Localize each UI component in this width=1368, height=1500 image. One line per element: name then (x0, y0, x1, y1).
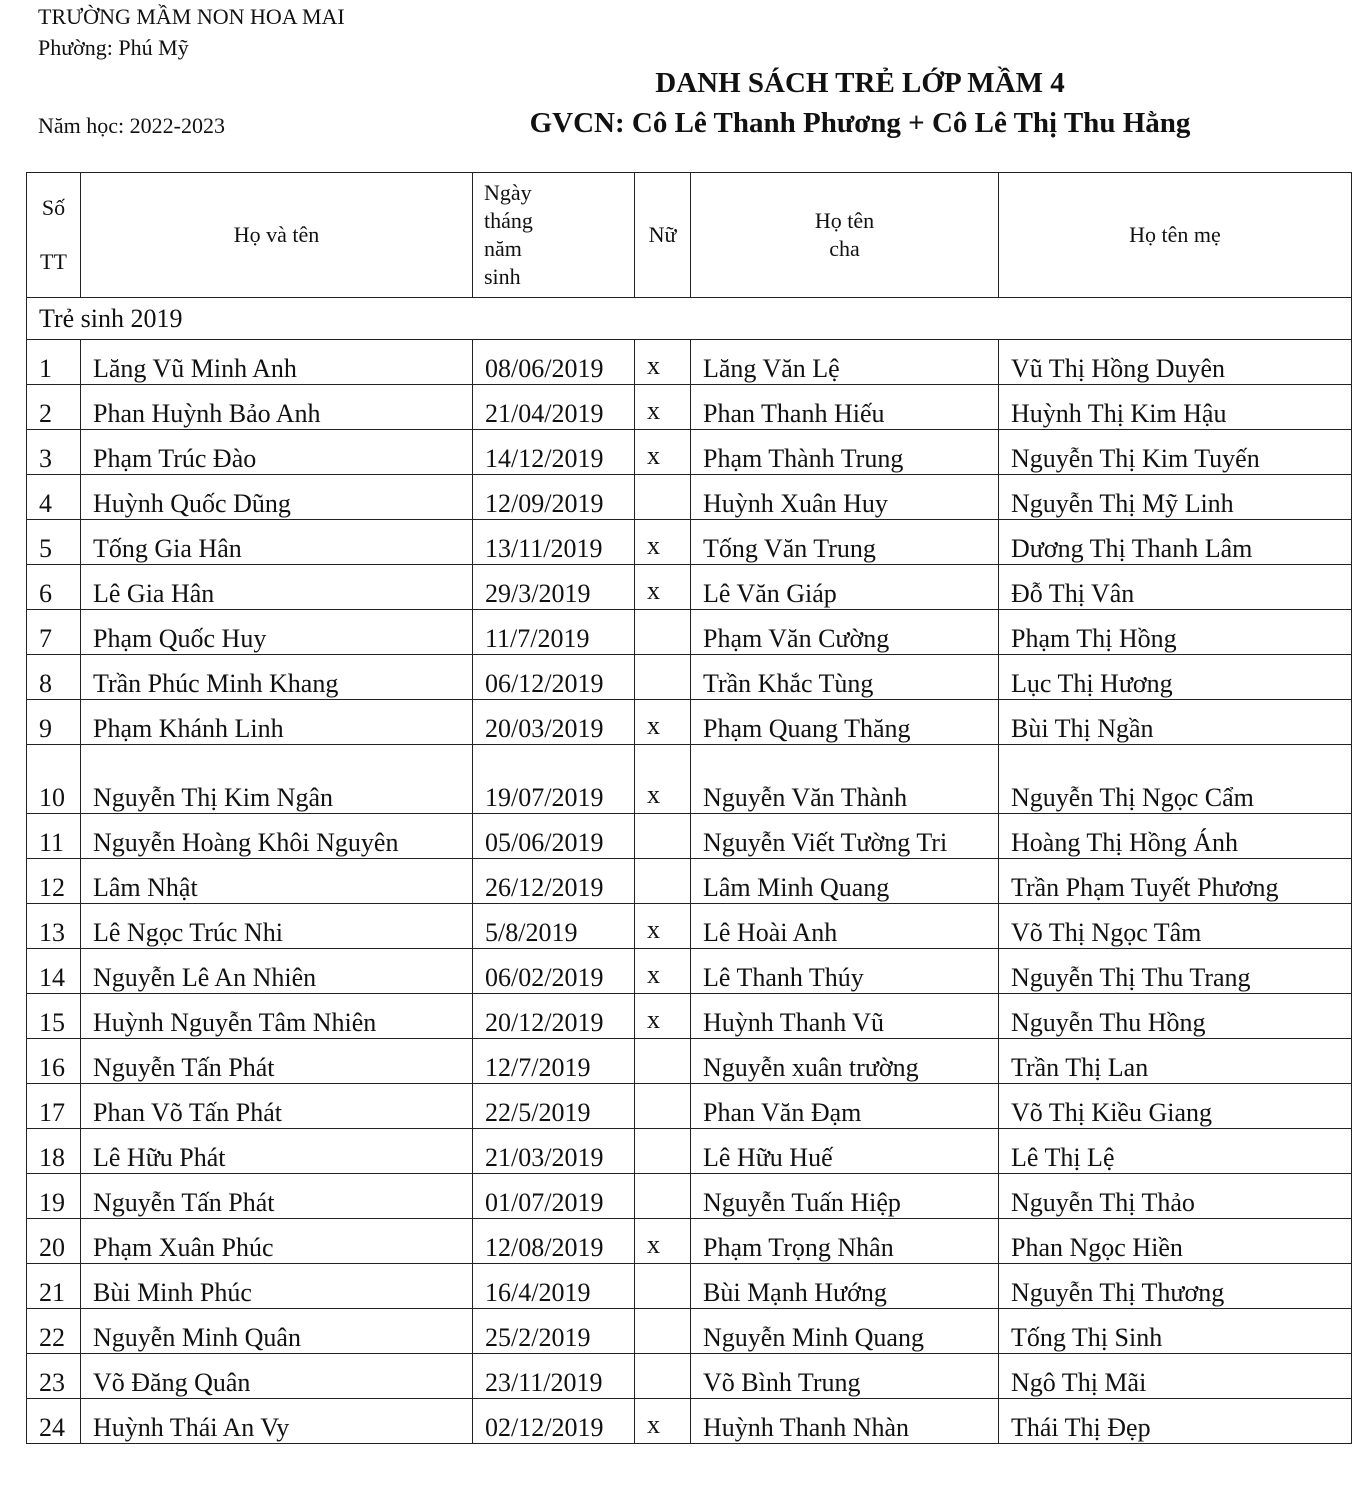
table-row (27, 904, 1352, 949)
cell-mother: Nguyễn Thị Thảo (999, 1174, 1352, 1219)
cell-dob: 5/8/2019 (473, 904, 635, 949)
cell-name: Trần Phúc Minh Khang (81, 655, 473, 700)
table-row (27, 700, 1352, 745)
table-row (27, 1309, 1352, 1354)
cell-stt: 1 (27, 340, 81, 385)
cell-father: Phạm Văn Cường (691, 610, 999, 655)
female-mark: x (647, 396, 660, 425)
cell-dob: 11/7/2019 (473, 610, 635, 655)
cell-name: Huỳnh Nguyễn Tâm Nhiên (81, 994, 473, 1039)
cell-mother: Võ Thị Ngọc Tâm (999, 904, 1352, 949)
cell-name: Nguyễn Minh Quân (81, 1309, 473, 1354)
table-row (27, 814, 1352, 859)
female-mark: x (647, 351, 660, 380)
teachers-line: GVCN: Cô Lê Thanh Phương + Cô Lê Thị Thu Hằng (529, 107, 1191, 139)
section-row (27, 298, 1352, 340)
cell-dob: 20/03/2019 (473, 700, 635, 745)
cell-female (635, 859, 691, 904)
cell-mother: Nguyễn Thị Ngọc Cẩm (999, 745, 1352, 814)
cell-father: Lê Văn Giáp (691, 565, 999, 610)
cell-name: Tống Gia Hân (81, 520, 473, 565)
cell-female (635, 565, 691, 610)
column-header-mother: Họ tên mẹ (999, 173, 1352, 298)
cell-dob: 20/12/2019 (473, 994, 635, 1039)
cell-mother: Trần Thị Lan (999, 1039, 1352, 1084)
cell-father: Phạm Quang Thăng (691, 700, 999, 745)
school-name: TRƯỜNG MẦM NON HOA MAI (38, 4, 345, 29)
column-header-dob-line3: năm (484, 236, 522, 261)
cell-female (635, 1219, 691, 1264)
column-header-stt-line1: Số (41, 195, 66, 220)
female-mark: x (647, 531, 660, 560)
female-mark: x (647, 576, 660, 605)
cell-female (635, 610, 691, 655)
section-label: Trẻ sinh 2019 (27, 298, 1352, 340)
cell-stt: 21 (27, 1264, 81, 1309)
table-row (27, 859, 1352, 904)
cell-mother: Nguyễn Thu Hồng (999, 994, 1352, 1039)
cell-dob: 26/12/2019 (473, 859, 635, 904)
cell-female (635, 520, 691, 565)
cell-name: Lê Hữu Phát (81, 1129, 473, 1174)
cell-female (635, 700, 691, 745)
cell-father: Phạm Thành Trung (691, 430, 999, 475)
cell-stt: 4 (27, 475, 81, 520)
cell-mother: Lục Thị Hương (999, 655, 1352, 700)
cell-mother: Lê Thị Lệ (999, 1129, 1352, 1174)
female-mark: x (647, 711, 660, 740)
cell-father: Nguyễn xuân trường (691, 1039, 999, 1084)
cell-female (635, 475, 691, 520)
cell-dob: 23/11/2019 (473, 1354, 635, 1399)
cell-father: Phạm Trọng Nhân (691, 1219, 999, 1264)
cell-father: Phan Thanh Hiếu (691, 385, 999, 430)
cell-stt: 11 (27, 814, 81, 859)
table-row (27, 994, 1352, 1039)
cell-name: Bùi Minh Phúc (81, 1264, 473, 1309)
column-header-father-line1: Họ tên (814, 208, 875, 233)
cell-dob: 21/03/2019 (473, 1129, 635, 1174)
cell-female (635, 949, 691, 994)
page-title: DANH SÁCH TRẺ LỚP MẦM 4 (655, 67, 1065, 99)
table-row (27, 475, 1352, 520)
ward-name: Phường: Phú Mỹ (38, 35, 189, 60)
cell-dob: 02/12/2019 (473, 1399, 635, 1444)
cell-stt: 14 (27, 949, 81, 994)
cell-mother: Nguyễn Thị Thương (999, 1264, 1352, 1309)
cell-female (635, 340, 691, 385)
cell-stt: 24 (27, 1399, 81, 1444)
cell-dob: 06/02/2019 (473, 949, 635, 994)
cell-dob: 12/09/2019 (473, 475, 635, 520)
cell-female (635, 814, 691, 859)
cell-stt: 2 (27, 385, 81, 430)
cell-stt: 18 (27, 1129, 81, 1174)
cell-name: Lăng Vũ Minh Anh (81, 340, 473, 385)
cell-female (635, 430, 691, 475)
cell-father: Lê Hữu Huế (691, 1129, 999, 1174)
cell-female (635, 1039, 691, 1084)
cell-name: Nguyễn Tấn Phát (81, 1039, 473, 1084)
cell-name: Nguyễn Lê An Nhiên (81, 949, 473, 994)
table-row (27, 520, 1352, 565)
female-mark: x (647, 1005, 660, 1034)
cell-father: Võ Bình Trung (691, 1354, 999, 1399)
cell-stt: 8 (27, 655, 81, 700)
cell-mother: Thái Thị Đẹp (999, 1399, 1352, 1444)
cell-dob: 14/12/2019 (473, 430, 635, 475)
cell-female (635, 1309, 691, 1354)
cell-name: Phạm Trúc Đào (81, 430, 473, 475)
table-row (27, 340, 1352, 385)
cell-female (635, 1084, 691, 1129)
table-row (27, 385, 1352, 430)
cell-stt: 6 (27, 565, 81, 610)
female-mark: x (647, 441, 660, 470)
cell-father: Tống Văn Trung (691, 520, 999, 565)
table-row (27, 565, 1352, 610)
cell-mother: Nguyễn Thị Mỹ Linh (999, 475, 1352, 520)
table-row (27, 1174, 1352, 1219)
cell-stt: 16 (27, 1039, 81, 1084)
cell-dob: 05/06/2019 (473, 814, 635, 859)
table-row (27, 610, 1352, 655)
column-header-stt (27, 173, 81, 298)
cell-father: Lâm Minh Quang (691, 859, 999, 904)
cell-dob: 19/07/2019 (473, 745, 635, 814)
cell-name: Phạm Khánh Linh (81, 700, 473, 745)
cell-mother: Tống Thị Sinh (999, 1309, 1352, 1354)
cell-dob: 25/2/2019 (473, 1309, 635, 1354)
cell-female (635, 1264, 691, 1309)
cell-dob: 12/7/2019 (473, 1039, 635, 1084)
cell-father: Nguyễn Văn Thành (691, 745, 999, 814)
cell-dob: 29/3/2019 (473, 565, 635, 610)
table-header-row (27, 173, 1352, 298)
cell-stt: 12 (27, 859, 81, 904)
cell-female (635, 904, 691, 949)
female-mark: x (647, 1230, 660, 1259)
table-row (27, 1399, 1352, 1444)
cell-mother: Đỗ Thị Vân (999, 565, 1352, 610)
cell-father: Trần Khắc Tùng (691, 655, 999, 700)
cell-name: Huỳnh Quốc Dũng (81, 475, 473, 520)
female-mark: x (647, 780, 660, 809)
cell-stt: 17 (27, 1084, 81, 1129)
column-header-name: Họ và tên (81, 173, 473, 298)
cell-stt: 19 (27, 1174, 81, 1219)
cell-name: Lê Gia Hân (81, 565, 473, 610)
cell-father: Lê Thanh Thúy (691, 949, 999, 994)
cell-name: Nguyễn Thị Kim Ngân (81, 745, 473, 814)
cell-female (635, 1399, 691, 1444)
cell-female (635, 745, 691, 814)
cell-father: Huỳnh Xuân Huy (691, 475, 999, 520)
column-header-father-line2: cha (829, 236, 860, 261)
cell-female (635, 655, 691, 700)
cell-female (635, 1129, 691, 1174)
cell-father: Bùi Mạnh Hướng (691, 1264, 999, 1309)
cell-stt: 23 (27, 1354, 81, 1399)
cell-stt: 3 (27, 430, 81, 475)
cell-name: Phạm Quốc Huy (81, 610, 473, 655)
cell-mother: Huỳnh Thị Kim Hậu (999, 385, 1352, 430)
cell-dob: 21/04/2019 (473, 385, 635, 430)
cell-father: Nguyễn Tuấn Hiệp (691, 1174, 999, 1219)
column-header-dob-line2: tháng (484, 208, 533, 233)
cell-female (635, 385, 691, 430)
table-row (27, 949, 1352, 994)
column-header-female: Nữ (635, 173, 691, 298)
cell-mother: Vũ Thị Hồng Duyên (999, 340, 1352, 385)
cell-mother: Trần Phạm Tuyết Phương (999, 859, 1352, 904)
column-header-dob-line4: sinh (484, 264, 521, 289)
cell-female (635, 1354, 691, 1399)
female-mark: x (647, 960, 660, 989)
cell-dob: 08/06/2019 (473, 340, 635, 385)
table-row (27, 1084, 1352, 1129)
student-table (26, 172, 1352, 1444)
table-row (27, 655, 1352, 700)
cell-name: Phạm Xuân Phúc (81, 1219, 473, 1264)
cell-mother: Ngô Thị Mãi (999, 1354, 1352, 1399)
table-row (27, 1354, 1352, 1399)
school-year: Năm học: 2022-2023 (38, 113, 225, 138)
cell-name: Lê Ngọc Trúc Nhi (81, 904, 473, 949)
cell-mother: Hoàng Thị Hồng Ánh (999, 814, 1352, 859)
cell-name: Phan Võ Tấn Phát (81, 1084, 473, 1129)
cell-female (635, 994, 691, 1039)
cell-stt: 13 (27, 904, 81, 949)
cell-stt: 7 (27, 610, 81, 655)
column-header-dob-line1: Ngày (484, 180, 532, 205)
cell-father: Lăng Văn Lệ (691, 340, 999, 385)
table-row (27, 1039, 1352, 1084)
cell-name: Nguyễn Tấn Phát (81, 1174, 473, 1219)
cell-name: Lâm Nhật (81, 859, 473, 904)
cell-mother: Nguyễn Thị Thu Trang (999, 949, 1352, 994)
cell-female (635, 1174, 691, 1219)
cell-dob: 16/4/2019 (473, 1264, 635, 1309)
cell-dob: 12/08/2019 (473, 1219, 635, 1264)
column-header-father (691, 173, 999, 298)
cell-father: Nguyễn Minh Quang (691, 1309, 999, 1354)
cell-stt: 5 (27, 520, 81, 565)
cell-father: Lê Hoài Anh (691, 904, 999, 949)
table-row (27, 745, 1352, 814)
cell-father: Phan Văn Đạm (691, 1084, 999, 1129)
cell-mother: Phan Ngọc Hiền (999, 1219, 1352, 1264)
cell-stt: 10 (27, 745, 81, 814)
cell-mother: Bùi Thị Ngần (999, 700, 1352, 745)
cell-mother: Võ Thị Kiều Giang (999, 1084, 1352, 1129)
table-row (27, 1129, 1352, 1174)
cell-name: Phan Huỳnh Bảo Anh (81, 385, 473, 430)
cell-mother: Nguyễn Thị Kim Tuyến (999, 430, 1352, 475)
cell-stt: 9 (27, 700, 81, 745)
cell-dob: 22/5/2019 (473, 1084, 635, 1129)
cell-mother: Phạm Thị Hồng (999, 610, 1352, 655)
table-row (27, 1219, 1352, 1264)
cell-dob: 01/07/2019 (473, 1174, 635, 1219)
cell-father: Huỳnh Thanh Vũ (691, 994, 999, 1039)
cell-father: Nguyễn Viết Tường Tri (691, 814, 999, 859)
cell-name: Nguyễn Hoàng Khôi Nguyên (81, 814, 473, 859)
column-header-stt-line2: TT (40, 249, 67, 274)
cell-stt: 22 (27, 1309, 81, 1354)
table-row (27, 430, 1352, 475)
cell-father: Huỳnh Thanh Nhàn (691, 1399, 999, 1444)
cell-stt: 20 (27, 1219, 81, 1264)
cell-mother: Dương Thị Thanh Lâm (999, 520, 1352, 565)
column-header-dob (473, 173, 635, 298)
female-mark: x (647, 915, 660, 944)
cell-stt: 15 (27, 994, 81, 1039)
female-mark: x (647, 1410, 660, 1439)
cell-dob: 13/11/2019 (473, 520, 635, 565)
cell-name: Huỳnh Thái An Vy (81, 1399, 473, 1444)
table-row (27, 1264, 1352, 1309)
cell-name: Võ Đăng Quân (81, 1354, 473, 1399)
cell-dob: 06/12/2019 (473, 655, 635, 700)
